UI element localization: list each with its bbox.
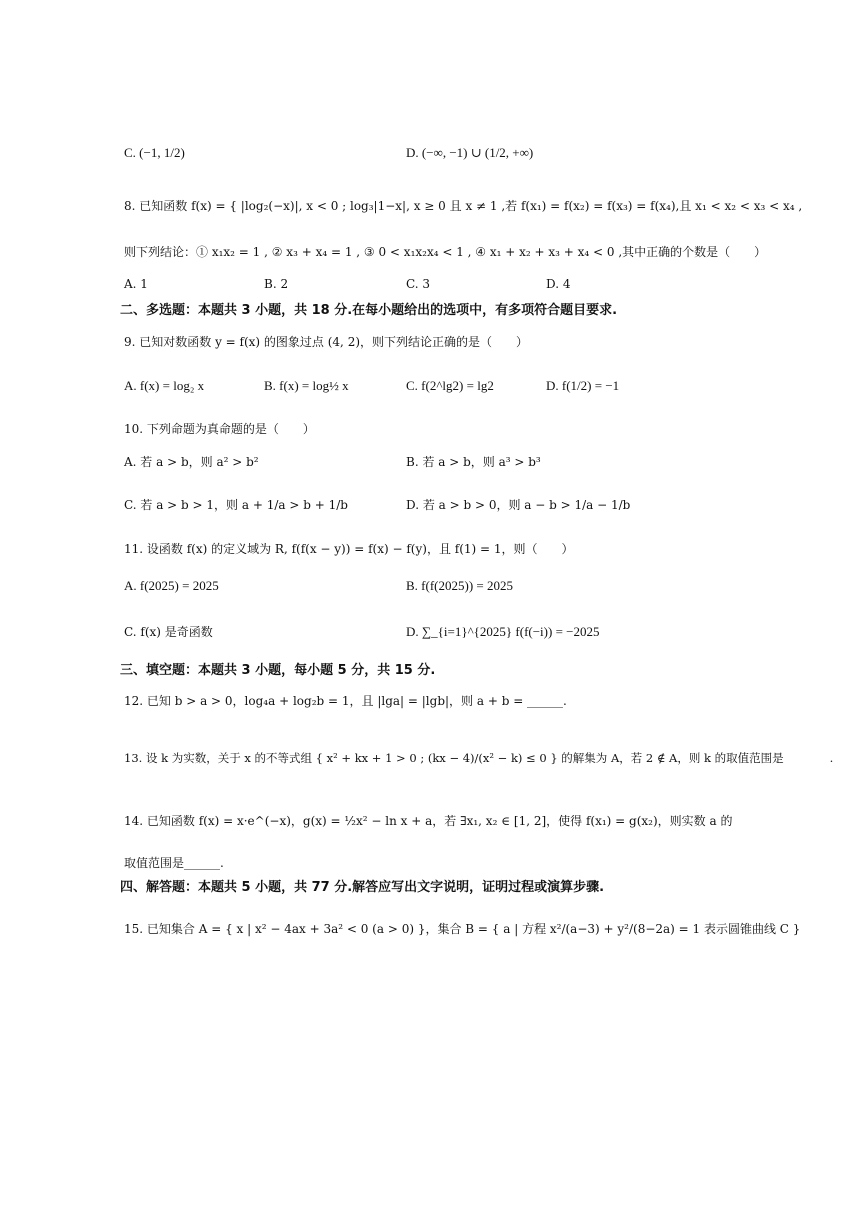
q10-option-c: C. 若 a > b > 1，则 a + 1/a > b + 1/b (124, 498, 348, 512)
q9-option-d: D. f(1/2) = −1 (546, 378, 620, 393)
q10-option-a: A. 若 a > b，则 a² > b² (124, 455, 259, 469)
q13-stem: 13. 设 k 为实数，关于 x 的不等式组 { x² + kx + 1 > 0 ; (kx − 4)/(x² − k) ≤ 0 } 的解集为 A，若 2 ∉ A，则 k 的取值范围是 . (124, 751, 834, 765)
q7-option-c: C. (−1, 1/2) (124, 145, 185, 160)
section-3-heading: 三、填空题：本题共 3 小题，每小题 5 分，共 15 分. (120, 663, 436, 678)
q11-option-a: A. f(2025) = 2025 (124, 578, 219, 593)
q8-conclusions: 则下列结论：① x₁x₂ = 1 , ② x₃ + x₄ = 1 , ③ 0 < x₁x₂x₄ < 1 , ④ x₁ + x₂ + x₃ + x₄ < 0 ,其中正确的个数是（ ） (124, 245, 767, 259)
q7-option-d: D. (−∞, −1) ∪ (1/2, +∞) (406, 145, 534, 160)
section-2-heading: 二、多选题：本题共 3 小题，共 18 分.在每小题给出的选项中，有多项符合题目要求. (120, 303, 618, 318)
q8-option-a: A. 1 (124, 277, 148, 291)
q11-option-c: C. f(x) 是奇函数 (124, 625, 213, 639)
q8-option-c: C. 3 (406, 277, 431, 291)
q10-option-b: B. 若 a > b，则 a³ > b³ (406, 455, 541, 469)
q11-option-b: B. f(f(2025)) = 2025 (406, 578, 513, 593)
q11-stem: 11. 设函数 f(x) 的定义域为 R, f(f(x − y)) = f(x) − f(y)，且 f(1) = 1，则（ ） (124, 542, 574, 556)
q8-option-d: D. 4 (546, 277, 571, 291)
q15-stem: 15. 已知集合 A = { x | x² − 4ax + 3a² < 0 (a > 0) }，集合 B = { a | 方程 x²/(a−3) + y²/(8−2a) = 1 表示圆锥曲线 C } (124, 922, 801, 936)
q10-stem: 10. 下列命题为真命题的是（ ） (124, 422, 315, 436)
q11-option-d: D. ∑_{i=1}^{2025} f(f(−i)) = −2025 (406, 624, 600, 639)
q9-option-c: C. f(2^lg2) = lg2 (406, 378, 494, 393)
q14-stem-continued: 取值范围是______. (124, 856, 224, 870)
q9-option-a: A. f(x) = log₂ x (124, 378, 205, 393)
q8-option-b: B. 2 (264, 277, 289, 291)
q9-stem: 9. 已知对数函数 y = f(x) 的图象过点 (4, 2)，则下列结论正确的是（ ） (124, 335, 529, 349)
q10-option-d: D. 若 a > b > 0，则 a − b > 1/a − 1/b (406, 498, 631, 512)
q9-option-b: B. f(x) = log½ x (264, 378, 349, 393)
q8-stem: 8. 已知函数 f(x) = { |log₂(−x)|, x < 0 ; log₃|1−x|, x ≥ 0 且 x ≠ 1 ,若 f(x₁) = f(x₂) = f(x₃) = f(x₄),且 x₁ < x₂ < x₃ < x₄ , (124, 199, 803, 213)
section-4-heading: 四、解答题：本题共 5 小题，共 77 分.解答应写出文字说明，证明过程或演算步骤. (120, 880, 605, 895)
q14-stem: 14. 已知函数 f(x) = x·e^(−x)，g(x) = ½x² − ln x + a，若 ∃x₁, x₂ ∈ [1, 2]，使得 f(x₁) = g(x₂)，则实数 a 的 (124, 814, 733, 828)
q12-stem: 12. 已知 b > a > 0，log₄a + log₂b = 1，且 |lga| = |lgb|，则 a + b = ______. (124, 694, 567, 708)
